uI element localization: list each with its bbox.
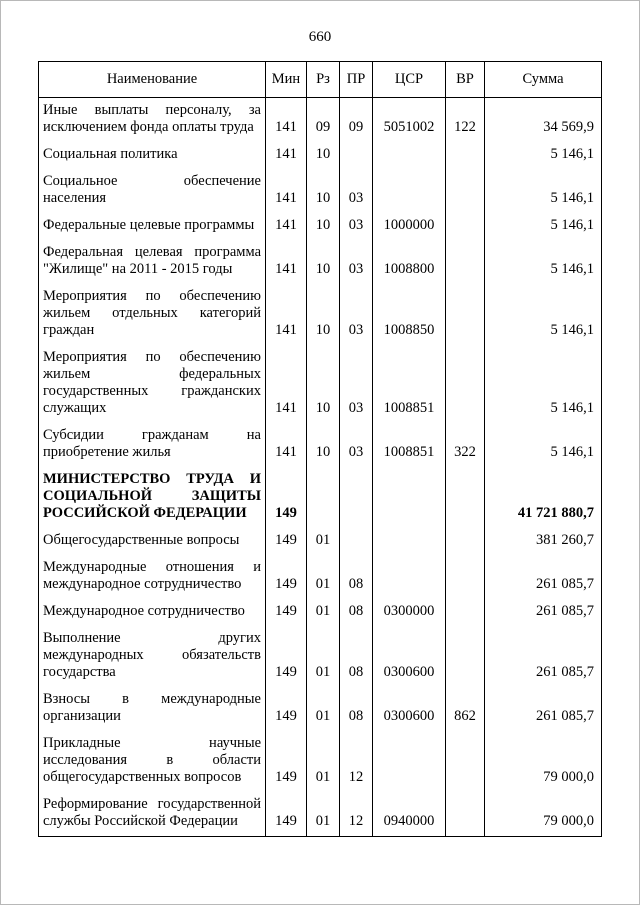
cell-min: 149 <box>266 555 307 599</box>
cell-sum: 79 000,0 <box>485 731 602 792</box>
cell-vr <box>446 240 485 284</box>
cell-vr <box>446 555 485 599</box>
cell-name: Субсидии гражданам на приобретение жилья <box>39 423 266 467</box>
cell-min: 149 <box>266 731 307 792</box>
table-row <box>39 555 602 599</box>
cell-pr <box>340 528 373 555</box>
header-csr: ЦСР <box>373 62 446 98</box>
cell-name: Общегосударственные вопросы <box>39 528 266 555</box>
header-min: Мин <box>266 62 307 98</box>
cell-min: 141 <box>266 423 307 467</box>
cell-rz <box>307 467 340 528</box>
table-row <box>39 345 602 423</box>
table-row <box>39 213 602 240</box>
cell-min: 149 <box>266 467 307 528</box>
cell-pr: 09 <box>340 98 373 143</box>
cell-pr: 03 <box>340 423 373 467</box>
cell-rz: 01 <box>307 599 340 626</box>
cell-sum: 261 085,7 <box>485 599 602 626</box>
cell-csr: 0940000 <box>373 792 446 837</box>
cell-vr <box>446 467 485 528</box>
table-row <box>39 169 602 213</box>
cell-csr: 1008800 <box>373 240 446 284</box>
cell-pr: 03 <box>340 169 373 213</box>
cell-name: Международное сотрудничество <box>39 599 266 626</box>
cell-min: 141 <box>266 240 307 284</box>
cell-rz: 01 <box>307 687 340 731</box>
table-row <box>39 240 602 284</box>
cell-sum: 381 260,7 <box>485 528 602 555</box>
cell-name: Иные выплаты персоналу, за исключением фонда оплаты труда <box>39 98 266 143</box>
cell-min: 149 <box>266 528 307 555</box>
cell-name: Социальная политика <box>39 142 266 169</box>
cell-pr: 08 <box>340 599 373 626</box>
cell-csr: 0300600 <box>373 626 446 687</box>
cell-sum: 79 000,0 <box>485 792 602 837</box>
cell-pr: 08 <box>340 555 373 599</box>
cell-rz: 10 <box>307 345 340 423</box>
cell-vr <box>446 345 485 423</box>
cell-sum: 261 085,7 <box>485 555 602 599</box>
cell-min: 141 <box>266 169 307 213</box>
table-row <box>39 142 602 169</box>
table-row <box>39 626 602 687</box>
cell-rz: 10 <box>307 423 340 467</box>
cell-rz: 10 <box>307 213 340 240</box>
cell-sum: 5 146,1 <box>485 423 602 467</box>
cell-vr: 122 <box>446 98 485 143</box>
cell-min: 149 <box>266 687 307 731</box>
cell-vr <box>446 731 485 792</box>
cell-pr: 03 <box>340 284 373 345</box>
table-row <box>39 528 602 555</box>
cell-rz: 10 <box>307 142 340 169</box>
cell-pr: 03 <box>340 240 373 284</box>
table-header <box>39 62 602 98</box>
cell-csr <box>373 555 446 599</box>
table-row <box>39 599 602 626</box>
cell-rz: 10 <box>307 169 340 213</box>
table-row <box>39 792 602 837</box>
cell-name: Мероприятия по обеспечению жильем федеральных государственных гражданских служащих <box>39 345 266 423</box>
cell-name: Социальное обеспечение населения <box>39 169 266 213</box>
cell-min: 141 <box>266 284 307 345</box>
budget-table <box>38 61 602 837</box>
cell-csr: 1000000 <box>373 213 446 240</box>
cell-sum: 5 146,1 <box>485 240 602 284</box>
cell-name: Федеральные целевые программы <box>39 213 266 240</box>
cell-sum: 5 146,1 <box>485 169 602 213</box>
table-row <box>39 467 602 528</box>
cell-name: Федеральная целевая программа "Жилище" на 2011 - 2015 годы <box>39 240 266 284</box>
cell-sum: 261 085,7 <box>485 626 602 687</box>
cell-rz: 01 <box>307 555 340 599</box>
cell-csr: 0300000 <box>373 599 446 626</box>
cell-sum: 261 085,7 <box>485 687 602 731</box>
cell-pr: 08 <box>340 687 373 731</box>
cell-rz: 01 <box>307 731 340 792</box>
cell-min: 141 <box>266 98 307 143</box>
cell-sum: 5 146,1 <box>485 284 602 345</box>
header-sum: Сумма <box>485 62 602 98</box>
header-pr: ПР <box>340 62 373 98</box>
cell-name: Прикладные научные исследования в области общегосударственных вопросов <box>39 731 266 792</box>
cell-name: Выполнение других международных обязательств государства <box>39 626 266 687</box>
cell-min: 141 <box>266 142 307 169</box>
cell-csr: 1008851 <box>373 423 446 467</box>
table-body <box>39 98 602 837</box>
cell-csr <box>373 467 446 528</box>
cell-pr: 03 <box>340 345 373 423</box>
cell-csr: 0300600 <box>373 687 446 731</box>
cell-sum: 5 146,1 <box>485 213 602 240</box>
cell-rz: 10 <box>307 240 340 284</box>
cell-vr <box>446 528 485 555</box>
cell-name: Международные отношения и международное сотрудничество <box>39 555 266 599</box>
cell-vr <box>446 599 485 626</box>
table-row <box>39 687 602 731</box>
cell-csr: 1008851 <box>373 345 446 423</box>
cell-pr: 03 <box>340 213 373 240</box>
cell-rz: 01 <box>307 626 340 687</box>
cell-csr <box>373 169 446 213</box>
cell-sum: 5 146,1 <box>485 345 602 423</box>
cell-min: 141 <box>266 213 307 240</box>
cell-csr: 1008850 <box>373 284 446 345</box>
cell-name: МИНИСТЕРСТВО ТРУДА И СОЦИАЛЬНОЙ ЗАЩИТЫ РОССИЙСКОЙ ФЕДЕРАЦИИ <box>39 467 266 528</box>
cell-sum: 34 569,9 <box>485 98 602 143</box>
cell-vr: 322 <box>446 423 485 467</box>
table-header-row <box>39 62 602 98</box>
cell-name: Взносы в международные организации <box>39 687 266 731</box>
cell-pr: 12 <box>340 792 373 837</box>
cell-name: Реформирование государственной службы Российской Федерации <box>39 792 266 837</box>
cell-sum: 5 146,1 <box>485 142 602 169</box>
cell-pr <box>340 467 373 528</box>
header-rz: Рз <box>307 62 340 98</box>
cell-csr: 5051002 <box>373 98 446 143</box>
cell-rz: 01 <box>307 792 340 837</box>
cell-vr <box>446 213 485 240</box>
table-row <box>39 98 602 143</box>
cell-name: Мероприятия по обеспечению жильем отдельных категорий граждан <box>39 284 266 345</box>
cell-rz: 10 <box>307 284 340 345</box>
cell-rz: 01 <box>307 528 340 555</box>
table-row <box>39 423 602 467</box>
cell-csr <box>373 142 446 169</box>
header-vr: ВР <box>446 62 485 98</box>
cell-min: 149 <box>266 626 307 687</box>
cell-vr: 862 <box>446 687 485 731</box>
cell-pr <box>340 142 373 169</box>
cell-csr <box>373 731 446 792</box>
cell-vr <box>446 142 485 169</box>
cell-min: 149 <box>266 599 307 626</box>
cell-vr <box>446 284 485 345</box>
table-row <box>39 284 602 345</box>
page-number: 660 <box>308 29 332 45</box>
cell-pr: 08 <box>340 626 373 687</box>
cell-min: 141 <box>266 345 307 423</box>
cell-csr <box>373 528 446 555</box>
cell-vr <box>446 792 485 837</box>
header-name: Наименование <box>39 62 266 98</box>
cell-vr <box>446 169 485 213</box>
table-row <box>39 731 602 792</box>
cell-rz: 09 <box>307 98 340 143</box>
cell-min: 149 <box>266 792 307 837</box>
cell-vr <box>446 626 485 687</box>
cell-pr: 12 <box>340 731 373 792</box>
cell-sum: 41 721 880,7 <box>485 467 602 528</box>
